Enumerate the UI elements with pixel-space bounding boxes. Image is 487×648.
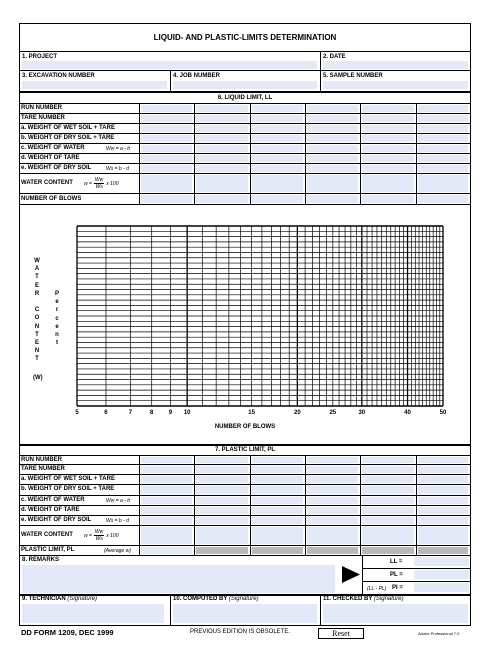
ll-cell-cell[interactable]	[196, 135, 248, 142]
project-field[interactable]	[22, 61, 317, 69]
ll-cell-cell[interactable]	[141, 165, 192, 172]
pl-cell-cell[interactable]	[418, 486, 468, 494]
ll-water-content: WATER CONTENT	[21, 180, 73, 186]
computed-label: 10. COMPUTED BY (Signature)	[173, 596, 259, 602]
x-tick-label: 25	[329, 410, 337, 416]
ll-cell-cell[interactable]	[141, 125, 192, 132]
pl-cell-cell[interactable]	[252, 476, 303, 483]
excavation-label: 3. EXCAVATION NUMBER	[22, 73, 95, 79]
x-tick-label: 10	[183, 410, 191, 416]
pl-cell-cell[interactable]	[307, 486, 358, 494]
x-tick-label: 8	[150, 410, 154, 416]
ll-cell-cell[interactable]	[418, 165, 468, 172]
adobe-note: Adobe Professional 7.0	[418, 631, 460, 636]
x-tick-label: 15	[248, 410, 255, 416]
pl-cell-cell[interactable]	[362, 517, 414, 524]
ll-cell-cell[interactable]	[418, 145, 468, 152]
pl-row-plastic-limit: PLASTIC LIMIT, PL	[21, 547, 75, 553]
x-tick-label: 9	[168, 410, 173, 416]
ll-cell-cell[interactable]	[362, 195, 414, 203]
pl-cell-cell[interactable]	[418, 476, 468, 483]
pl-water-formula: w = $\frac{Ww}{Ws}$ x 100	[84, 529, 119, 542]
ll-cell-cell[interactable]	[307, 155, 358, 162]
ll-cell-cell[interactable]	[252, 145, 303, 152]
pl-cell-cell	[307, 547, 358, 554]
pl-cell-cell[interactable]	[196, 527, 248, 544]
ll-row-dry: b. WEIGHT OF DRY SOIL + TARE	[21, 135, 115, 141]
ll-cell-cell[interactable]	[196, 115, 248, 122]
project-label: 1. PROJECT	[22, 54, 58, 60]
ll-cell-cell[interactable]	[307, 175, 358, 192]
pl-cell-cell[interactable]	[307, 457, 358, 463]
date-field[interactable]	[323, 61, 468, 69]
arrow-right-icon	[342, 566, 360, 583]
ll-result-field[interactable]	[414, 557, 469, 566]
ll-cell-cell[interactable]	[252, 175, 303, 192]
pl-result-field[interactable]	[414, 570, 469, 579]
x-tick-label: 5	[75, 410, 79, 416]
ll-cell-cell[interactable]	[196, 175, 248, 192]
pl-cell-cell[interactable]	[418, 457, 468, 463]
pl-cell-cell[interactable]	[307, 497, 358, 504]
ll-cell-cell[interactable]	[418, 195, 468, 203]
liquid-limit-graph[interactable]	[75, 225, 445, 407]
ll-cell-cell[interactable]	[362, 135, 414, 142]
ll-cell-cell[interactable]	[141, 195, 192, 203]
water-content-axis-label: W A T E R C O N T E N T	[34, 258, 40, 363]
percent-axis-label: P e r c e n t	[54, 291, 59, 347]
ll-cell-cell[interactable]	[196, 105, 248, 112]
ll-cell-cell[interactable]	[141, 135, 192, 142]
pl-row-dry: b. WEIGHT OF DRY SOIL + TARE	[21, 486, 115, 492]
ll-cell-cell[interactable]	[196, 195, 248, 203]
ll-row-run: RUN NUMBER	[21, 105, 62, 111]
remarks-field[interactable]	[22, 565, 335, 593]
ll-cell-cell[interactable]	[362, 175, 414, 192]
pl-cell-cell[interactable]	[141, 507, 192, 514]
pi-formula: (LL - PL)	[367, 586, 387, 592]
ll-cell-cell[interactable]	[362, 105, 414, 112]
ll-cell-cell[interactable]	[362, 145, 414, 152]
pl-cell-cell[interactable]	[307, 466, 358, 473]
ll-row-tare-weight: d. WEIGHT OF TARE	[21, 155, 80, 161]
ll-cell-cell[interactable]	[307, 125, 358, 132]
x-tick-label: 50	[439, 410, 447, 416]
ll-row-water: c. WEIGHT OF WATER	[21, 145, 85, 151]
ll-blows: NUMBER OF BLOWS	[21, 196, 82, 202]
ll-cell-cell[interactable]	[141, 105, 192, 112]
pl-cell-cell[interactable]	[418, 527, 468, 544]
pl-cell-cell[interactable]	[196, 476, 248, 483]
ll-cell-cell[interactable]	[252, 125, 303, 132]
ll-water-formula: w = $\frac{Ww}{Ws}$ x 100	[84, 177, 119, 190]
pl-cell-cell[interactable]	[418, 497, 468, 504]
pl-cell-cell[interactable]	[141, 547, 192, 554]
pl-cell-cell[interactable]	[362, 466, 414, 473]
liquid-limit-title: 6. LIQUID LIMIT, LL	[217, 95, 273, 101]
pl-cell-cell[interactable]	[362, 497, 414, 504]
excavation-field[interactable]	[22, 81, 167, 89]
ll-cell-cell[interactable]	[141, 155, 192, 162]
job-label: 4. JOB NUMBER	[173, 73, 221, 79]
ll-row-dry-soil: e. WEIGHT OF DRY SOIL	[21, 165, 92, 171]
ll-cell-cell[interactable]	[362, 115, 414, 122]
ll-formula-dry: Ws = b - d	[106, 166, 129, 172]
pl-cell-cell[interactable]	[418, 466, 468, 473]
job-field[interactable]	[173, 81, 317, 89]
pl-cell-cell[interactable]	[141, 466, 192, 473]
pi-result-label: PI =	[392, 585, 403, 591]
pl-cell-cell[interactable]	[362, 486, 414, 494]
ll-cell-cell[interactable]	[252, 135, 303, 142]
ll-cell-cell[interactable]	[252, 155, 303, 162]
ll-cell-cell[interactable]	[362, 155, 414, 162]
pl-row-run: RUN NUMBER	[21, 457, 62, 463]
ll-cell-cell[interactable]	[307, 165, 358, 172]
ll-cell-cell[interactable]	[307, 135, 358, 142]
checked-field[interactable]	[323, 604, 468, 623]
ll-cell-cell[interactable]	[418, 125, 468, 132]
pl-cell-cell[interactable]	[196, 507, 248, 514]
pl-cell-cell[interactable]	[141, 497, 192, 504]
date-label: 2. DATE	[323, 54, 346, 60]
technician-field[interactable]	[22, 604, 164, 623]
pl-cell-cell[interactable]	[196, 466, 248, 473]
ll-row-tare: TARE NUMBER	[21, 115, 65, 121]
pl-cell-cell[interactable]	[307, 507, 358, 514]
pl-cell-cell[interactable]	[196, 517, 248, 524]
pl-cell-cell[interactable]	[141, 486, 192, 494]
pl-cell-cell[interactable]	[141, 517, 192, 524]
ll-cell-cell[interactable]	[141, 145, 192, 152]
x-tick-label: 7	[128, 410, 133, 416]
graph-x-title: NUMBER OF BLOWS	[214, 424, 276, 430]
pl-cell-cell	[362, 547, 414, 554]
pl-result-label: PL =	[390, 572, 403, 578]
pl-cell-cell[interactable]	[252, 457, 303, 463]
ll-cell-cell[interactable]	[252, 115, 303, 122]
remarks-label: 8. REMARKS	[22, 557, 60, 563]
pl-cell-cell[interactable]	[196, 486, 248, 494]
previous-edition-note: PREVIOUS EDITION IS OBSOLETE.	[190, 629, 291, 635]
form-title: LIQUID- AND PLASTIC-LIMITS DETERMINATION	[153, 33, 337, 42]
technician-label: 9. TECHNICIAN (Signature)	[22, 596, 98, 602]
x-tick-label: 20	[294, 410, 301, 416]
pl-cell-cell[interactable]	[252, 486, 303, 494]
pl-cell-cell[interactable]	[196, 497, 248, 504]
ll-cell-cell[interactable]	[196, 125, 248, 132]
ll-formula-water: Ww = a - b	[106, 146, 131, 152]
pl-cell-cell[interactable]	[418, 517, 468, 524]
pl-cell-cell[interactable]	[252, 517, 303, 524]
pl-cell-cell[interactable]	[307, 527, 358, 544]
pl-average: (Average w)	[104, 548, 131, 554]
ll-cell-cell[interactable]	[307, 105, 358, 112]
pl-cell-cell[interactable]	[252, 527, 303, 544]
pl-cell-cell	[418, 547, 468, 554]
pl-cell-cell	[252, 547, 303, 554]
plastic-limit-title: 7. PLASTIC LIMIT, PL	[214, 447, 275, 453]
ll-cell-cell[interactable]	[252, 105, 303, 112]
pl-cell-cell[interactable]	[362, 457, 414, 463]
pl-row-tare: TARE NUMBER	[21, 466, 65, 472]
ll-result-label: LL =	[390, 559, 403, 565]
x-tick-label: 40	[404, 410, 411, 416]
pl-row-water: c. WEIGHT OF WATER	[21, 497, 85, 503]
ll-cell-cell[interactable]	[418, 105, 468, 112]
ll-cell-cell[interactable]	[141, 175, 192, 192]
ll-cell-cell[interactable]	[418, 175, 468, 192]
form-number: DD FORM 1209, DEC 1999	[21, 628, 114, 637]
ll-cell-cell[interactable]	[362, 125, 414, 132]
pl-row-wet: a. WEIGHT OF WET SOIL + TARE	[21, 476, 115, 482]
pl-row-dry-soil: e. WEIGHT OF DRY SOIL	[21, 517, 92, 523]
reset-button[interactable]: Reset	[318, 628, 364, 639]
pl-formula-water: Ww = a - b	[106, 498, 131, 504]
ll-cell-cell[interactable]	[196, 155, 248, 162]
x-tick-label: 30	[358, 410, 366, 416]
computed-field[interactable]	[173, 604, 317, 623]
pl-cell-cell	[196, 547, 248, 554]
pl-water-content: WATER CONTENT	[21, 532, 73, 538]
x-tick-label: 6	[104, 410, 108, 416]
pl-cell-cell[interactable]	[252, 466, 303, 473]
ll-cell-cell[interactable]	[418, 115, 468, 122]
ll-cell-cell[interactable]	[196, 145, 248, 152]
pl-cell-cell[interactable]	[196, 457, 248, 463]
pl-cell-cell[interactable]	[418, 507, 468, 514]
ll-cell-cell[interactable]	[307, 195, 358, 203]
ll-cell-cell[interactable]	[418, 155, 468, 162]
pl-formula-dry: Ws = b - d	[106, 518, 129, 524]
ll-cell-cell[interactable]	[307, 115, 358, 122]
checked-label: 11. CHECKED BY (Signature)	[323, 596, 404, 602]
ll-cell-cell[interactable]	[252, 195, 303, 203]
ll-cell-cell[interactable]	[418, 135, 468, 142]
pl-row-tare-weight: d. WEIGHT OF TARE	[21, 507, 80, 513]
pl-cell-cell[interactable]	[141, 457, 192, 463]
ll-cell-cell[interactable]	[362, 165, 414, 172]
pl-cell-cell[interactable]	[362, 507, 414, 514]
sample-label: 5. SAMPLE NUMBER	[323, 73, 383, 79]
sample-field[interactable]	[323, 81, 468, 89]
pl-cell-cell[interactable]	[362, 527, 414, 544]
w-mark: (W)	[33, 375, 43, 381]
ll-cell-cell[interactable]	[196, 165, 248, 172]
pl-cell-cell[interactable]	[252, 507, 303, 514]
pl-cell-cell[interactable]	[252, 497, 303, 504]
ll-cell-cell[interactable]	[252, 165, 303, 172]
ll-row-wet: a. WEIGHT OF WET SOIL + TARE	[21, 125, 115, 131]
pl-cell-cell[interactable]	[141, 527, 192, 544]
pi-result-field[interactable]	[414, 583, 469, 592]
ll-cell-cell[interactable]	[141, 115, 192, 122]
pl-cell-cell[interactable]	[307, 476, 358, 483]
pl-cell-cell[interactable]	[362, 476, 414, 483]
pl-cell-cell[interactable]	[307, 517, 358, 524]
pl-cell-cell[interactable]	[141, 476, 192, 483]
ll-cell-cell[interactable]	[307, 145, 358, 152]
